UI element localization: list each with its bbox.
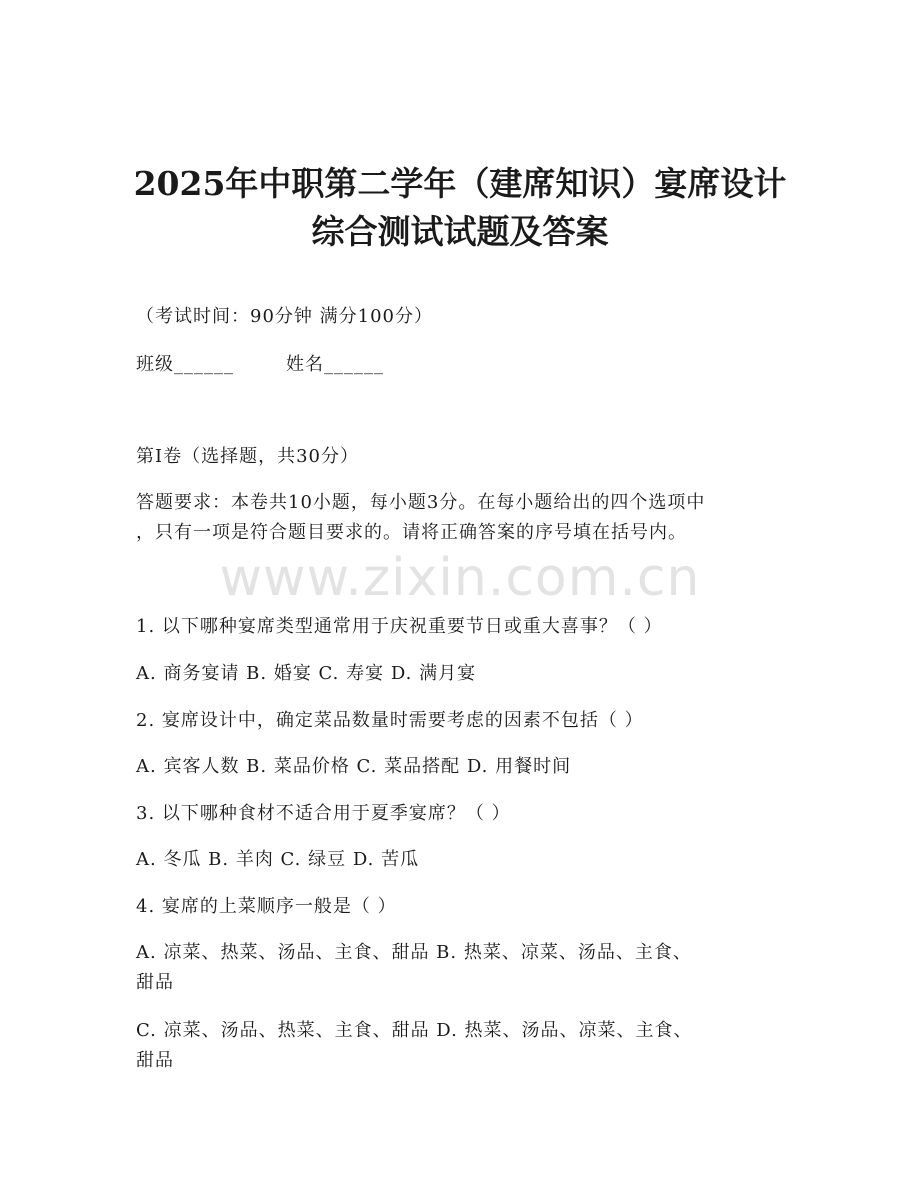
exam-time-info: （考试时间：90分钟 满分100分）: [136, 306, 433, 327]
question-4-options-line-1: A. 凉菜、热菜、汤品、主食、甜品 B. 热菜、凉菜、汤品、主食、: [136, 942, 692, 963]
question-3-options: A. 冬瓜 B. 羊肉 C. 绿豆 D. 苦瓜: [136, 849, 420, 870]
question-3: 3. 以下哪种食材不适合用于夏季宴席？（ ）: [136, 803, 511, 824]
answer-requirements-line-2: ，只有一项是符合题目要求的。请将正确答案的序号填在括号内。: [136, 522, 687, 543]
answer-requirements-line-1: 答题要求：本卷共10小题，每小题3分。在每小题给出的四个选项中: [136, 492, 706, 513]
question-4-options-line-2: 甜品: [136, 972, 174, 993]
question-1: 1. 以下哪种宴席类型通常用于庆祝重要节日或重大喜事？（ ）: [136, 616, 663, 637]
student-info-row: [136, 350, 384, 376]
document-title-line-2: 综合测试试题及答案: [311, 212, 609, 251]
class-label: 班级______: [136, 354, 234, 375]
question-2: 2. 宴席设计中，确定菜品数量时需要考虑的因素不包括（ ）: [136, 710, 644, 731]
document-title-line-1: 2025年中职第二学年（建席知识）宴席设计: [133, 164, 787, 203]
question-4-options-line-3: C. 凉菜、汤品、热菜、主食、甜品 D. 热菜、汤品、凉菜、主食、: [136, 1020, 693, 1041]
question-2-options: A. 宾客人数 B. 菜品价格 C. 菜品搭配 D. 用餐时间: [136, 756, 572, 777]
name-label: 姓名______: [286, 354, 384, 375]
section-heading: 第I卷（选择题，共30分）: [136, 446, 360, 467]
question-1-options: A. 商务宴请 B. 婚宴 C. 寿宴 D. 满月宴: [136, 663, 477, 684]
question-4: 4. 宴席的上菜顺序一般是（ ）: [136, 896, 397, 917]
question-4-options-line-4: 甜品: [136, 1050, 174, 1071]
watermark: www.zixin.com.cn: [219, 548, 701, 608]
